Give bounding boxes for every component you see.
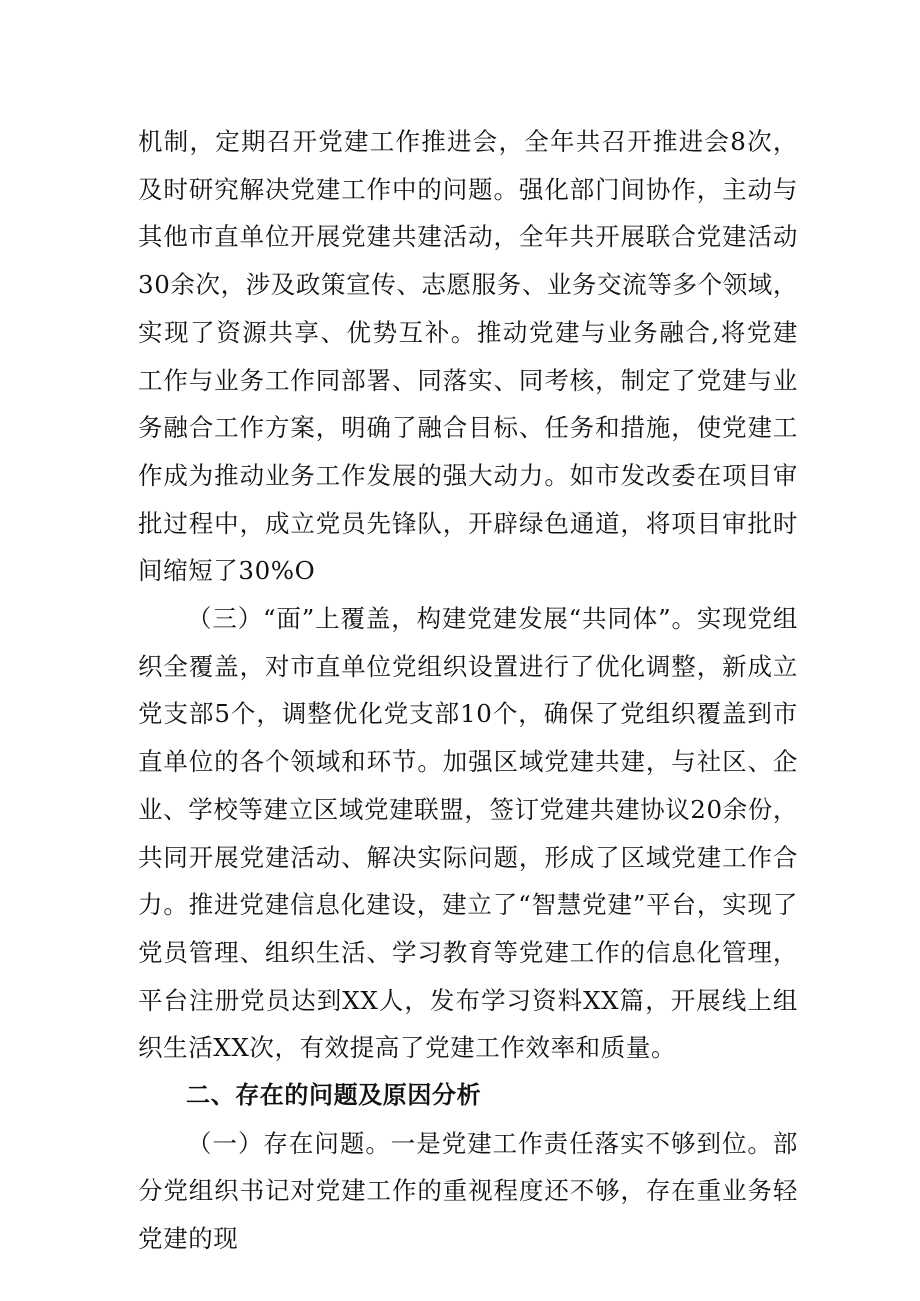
body-paragraph-coverage: （三）“面”上覆盖，构建党建发展“共同体”。实现党组织全覆盖，对市直单位党组织设置进行了优化调整，新成立党支部5个，调整优化党支部10个，确保了党组织覆盖到市直单位的各个领域和环节。加强区域党建共建，与社区、企业、学校等建立区域党建联盟，签订党建共建协议20余份，共同开展党建活动、解决实际问题，形成了区域党建工作合力。推进党建信息化建设，建立了“智慧党建”平台，实现了党员管理、组织生活、学习教育等党建工作的信息化管理，平台注册党员达到XX人，发布学习资料XX篇，开展线上组织生活XX次，有效提高了党建工作效率和质量。 [138,604,798,1063]
body-paragraph-mechanism: 机制，定期召开党建工作推进会，全年共召开推进会8次，及时研究解决党建工作中的问题。强化部门间协作，主动与其他市直单位开展党建共建活动，全年共开展联合党建活动30余次，涉及政策宣传、志愿服务、业务交流等多个领域，实现了资源共享、优势互补。推动党建与业务融合,将党建工作与业务工作同部署、同落实、同考核，制定了党建与业务融合工作方案，明确了融合目标、任务和措施，使党建工作成为推动业务工作发展的强大动力。如市发改委在项目审批过程中，成立党员先锋队，开辟绿色通道，将项目审批时间缩短了30%O [138,127,798,586]
body-paragraph-problems: （一）存在问题。一是党建工作责任落实不够到位。部分党组织书记对党建工作的重视程度还不够，存在重业务轻党建的现 [138,1128,798,1254]
section-heading-problems: 二、存在的问题及原因分析 [186,1081,482,1110]
document-body [138,118,798,1263]
